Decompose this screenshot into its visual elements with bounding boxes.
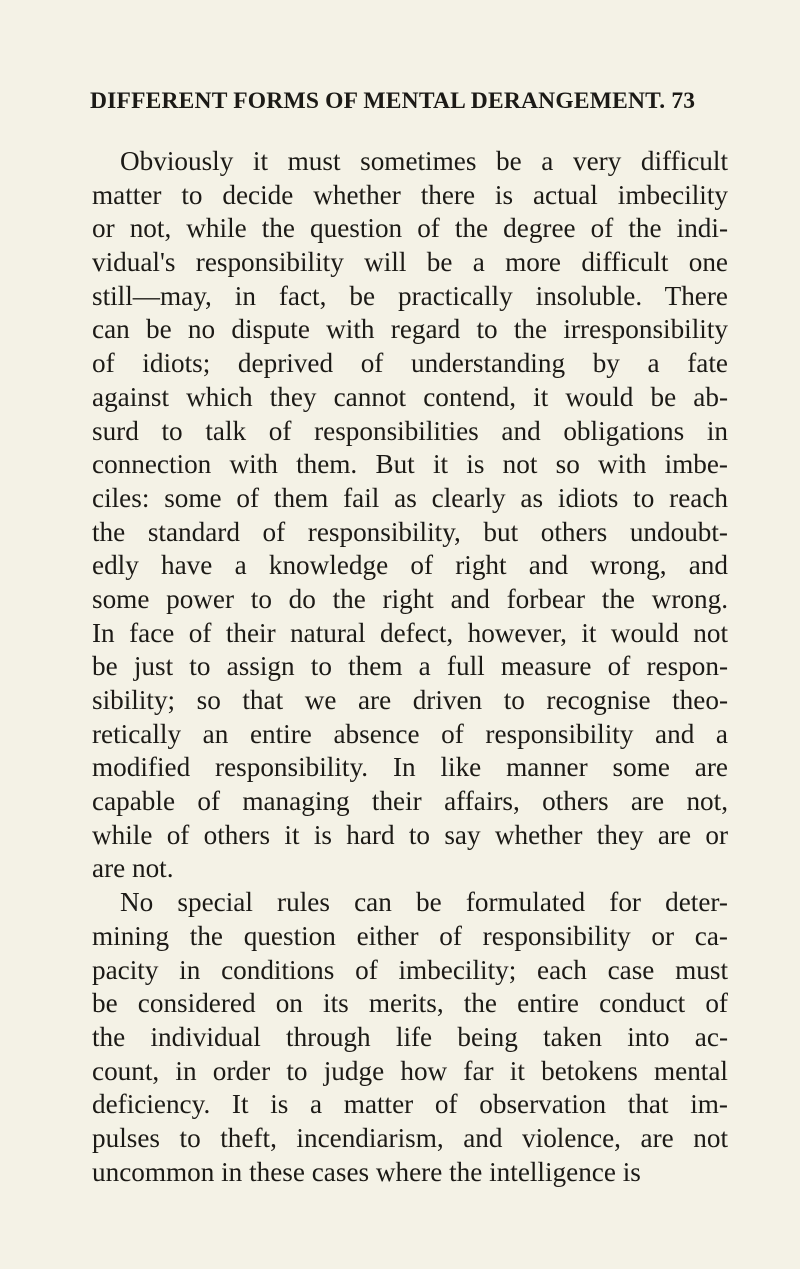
text-line: No special rules can be formulated for deter-	[120, 887, 728, 918]
text-line: surd to talk of responsibilities and obligations in	[92, 415, 728, 446]
text-line: connection with them. But it is not so with imbe-	[92, 449, 728, 480]
text-line: deficiency. It is a matter of observation that im-	[92, 1089, 728, 1120]
paragraph	[92, 886, 728, 1189]
text-line: matter to decide whether there is actual imbecility	[92, 179, 728, 210]
text-line: pulses to theft, incendiarism, and violence, are not	[92, 1122, 728, 1153]
text-line: vidual's responsibility will be a more difficult one	[92, 247, 728, 278]
text-line: or not, while the question of the degree of the indi-	[92, 213, 728, 244]
text-line: be just to assign to them a full measure of respon-	[92, 651, 728, 682]
text-line: some power to do the right and forbear the wrong.	[92, 583, 728, 614]
text-line: capable of managing their affairs, others are not,	[92, 786, 728, 817]
text-line: of idiots; deprived of understanding by a fate	[92, 348, 728, 379]
text-line: the standard of responsibility, but others undoubt-	[92, 516, 728, 547]
text-line: retically an entire absence of responsibility and a	[92, 718, 728, 749]
text-line: be considered on its merits, the entire conduct of	[92, 988, 728, 1019]
page-number: 73	[671, 88, 696, 114]
text-line: uncommon in these cases where the intelligence is	[92, 1156, 641, 1187]
text-line: are not.	[92, 853, 174, 884]
text-line: Obviously it must sometimes be a very difficult	[120, 146, 728, 176]
text-line: In face of their natural defect, however, it would not	[92, 617, 728, 648]
paragraph	[92, 145, 728, 886]
text-line: ciles: some of them fail as clearly as idiots to reach	[92, 482, 728, 513]
running-head	[90, 86, 730, 116]
text-line: count, in order to judge how far it betokens mental	[92, 1055, 728, 1086]
text-line: modified responsibility. In like manner some are	[92, 752, 728, 783]
text-line: sibility; so that we are driven to recognise theo-	[92, 685, 728, 715]
text-line: while of others it is hard to say whether they are or	[92, 819, 728, 850]
text-line: edly have a knowledge of right and wrong, and	[92, 550, 728, 581]
text-line: still—may, in fact, be practically insoluble. There	[92, 280, 728, 311]
body-text	[92, 145, 728, 1189]
running-head-title: DIFFERENT FORMS OF MENTAL DERANGEMENT.	[90, 88, 666, 114]
text-line: can be no dispute with regard to the irresponsibility	[92, 314, 728, 345]
text-line: pacity in conditions of imbecility; each case must	[92, 954, 728, 985]
text-line: the individual through life being taken into ac-	[92, 1021, 728, 1052]
text-line: mining the question either of responsibility or ca-	[92, 920, 728, 951]
text-line: against which they cannot contend, it would be ab-	[92, 381, 728, 412]
